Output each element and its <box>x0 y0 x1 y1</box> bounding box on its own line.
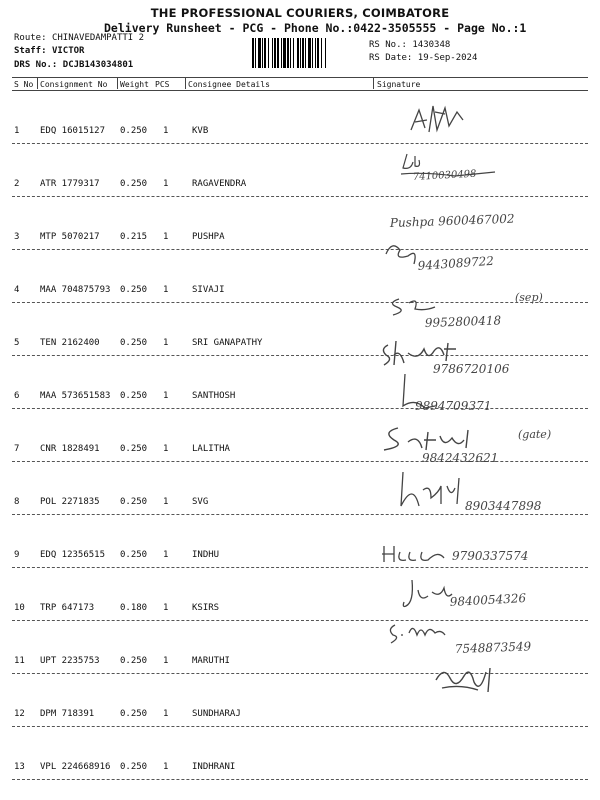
drs-label: DRS No.: <box>14 60 58 70</box>
row-consignee: INDHRANI <box>192 762 236 772</box>
signature-5 <box>385 285 585 335</box>
row-consignment-no: MAA 573651583 <box>40 391 111 401</box>
barcode-bar <box>252 38 254 68</box>
row-pcs: 1 <box>163 550 169 560</box>
drs-line <box>14 60 133 70</box>
signature-6-text: 9786720106 <box>433 362 510 376</box>
row-sno: 5 <box>14 338 20 348</box>
row-pcs: 1 <box>163 232 169 242</box>
row-sno: 11 <box>14 656 25 666</box>
row-sno: 10 <box>14 603 25 613</box>
row-weight: 0.250 <box>120 285 148 295</box>
row-pcs: 1 <box>163 656 169 666</box>
col-divider <box>37 78 38 89</box>
row-consignee: RAGAVENDRA <box>192 179 247 189</box>
svg-text:7410030498: 7410030498 <box>412 168 477 183</box>
signature-4-text: 9443089722 <box>417 253 495 273</box>
row-consignee: MARUTHI <box>192 656 230 666</box>
row-consignment-no: MTP 5070217 <box>40 232 100 242</box>
signature-4 <box>378 236 578 276</box>
row-sno: 4 <box>14 285 20 295</box>
signature-7 <box>395 372 595 417</box>
row-pcs: 1 <box>163 338 169 348</box>
barcode-bar <box>290 38 291 68</box>
row-weight: 0.250 <box>120 179 148 189</box>
row-consignment-no: UPT 2235753 <box>40 656 100 666</box>
rs-no-line <box>369 40 450 50</box>
row-weight: 0.250 <box>120 550 148 560</box>
col-weight-header: Weight <box>120 80 149 89</box>
barcode-bar <box>293 38 294 68</box>
row-separator <box>12 196 588 197</box>
row-consignment-no: VPL 224668916 <box>40 762 111 772</box>
row-consignee: SRI GANAPATHY <box>192 338 263 348</box>
barcode-bar <box>272 38 273 68</box>
row-separator <box>12 779 588 780</box>
table-top-rule <box>12 77 588 78</box>
signature-8-tag: (gate) <box>518 428 552 441</box>
row-consignee: SVG <box>192 497 209 507</box>
row-weight: 0.250 <box>120 656 148 666</box>
rs-no-value: 1430348 <box>412 40 451 50</box>
signature-10 <box>378 540 588 570</box>
signature-10-text: 9790337574 <box>452 549 529 563</box>
row-pcs: 1 <box>163 444 169 454</box>
barcode-bar <box>255 38 256 68</box>
row-sno: 12 <box>14 709 25 719</box>
drs-value: DCJB143034801 <box>62 60 134 70</box>
barcode-bar <box>262 38 263 68</box>
row-sno: 2 <box>14 179 20 189</box>
barcode-bar <box>325 38 326 68</box>
signature-13 <box>430 660 510 700</box>
row-weight: 0.250 <box>120 391 148 401</box>
row-weight: 0.215 <box>120 232 148 242</box>
barcode-bar <box>258 38 261 68</box>
barcode-bar <box>312 38 313 68</box>
row-pcs: 1 <box>163 126 169 136</box>
row-weight: 0.250 <box>120 762 148 772</box>
col-signature-header: Signature <box>377 80 421 89</box>
barcode-bar <box>321 38 322 68</box>
barcode-bar <box>274 38 276 68</box>
signature-3-text: Pushpa 9600467002 <box>389 211 515 230</box>
signature-8-text: 9842432621 <box>422 451 499 465</box>
barcode-bar <box>268 38 269 68</box>
row-consignment-no: CNR 1828491 <box>40 444 100 454</box>
signature-5-text: 9952800418 <box>424 313 502 330</box>
signature-2 <box>395 150 505 185</box>
rs-date-line <box>369 53 477 63</box>
col-divider <box>373 78 374 89</box>
staff-line <box>14 46 84 56</box>
barcode-bar <box>277 38 279 68</box>
col-pcs-header: PCS <box>155 80 170 89</box>
row-consignment-no: ATR 1779317 <box>40 179 100 189</box>
barcode-bar <box>305 38 306 68</box>
staff-label: Staff: <box>14 46 47 56</box>
row-pcs: 1 <box>163 709 169 719</box>
barcode-bar <box>264 38 266 68</box>
barcode-bar <box>315 38 316 68</box>
row-consignment-no: TRP 647173 <box>40 603 95 613</box>
row-consignment-no: TEN 2162400 <box>40 338 100 348</box>
barcode-bar <box>281 38 282 68</box>
barcode-bar <box>300 38 301 68</box>
row-pcs: 1 <box>163 179 169 189</box>
signature-12 <box>385 615 585 660</box>
row-consignee: INDHU <box>192 550 220 560</box>
signature-11 <box>400 576 600 616</box>
barcode-bar <box>297 38 299 68</box>
signature-7-text: 9894709371 <box>415 399 492 413</box>
row-weight: 0.180 <box>120 603 148 613</box>
row-consignee: SIVAJI <box>192 285 225 295</box>
row-pcs: 1 <box>163 603 169 613</box>
row-consignment-no: POL 2271835 <box>40 497 100 507</box>
row-weight: 0.250 <box>120 497 148 507</box>
signature-9-text: 8903447898 <box>465 499 542 513</box>
barcode-bar <box>287 38 289 68</box>
row-pcs: 1 <box>163 285 169 295</box>
rs-no-label: RS No.: <box>369 40 407 50</box>
row-consignee: KVB <box>192 126 209 136</box>
signature-3 <box>390 205 560 235</box>
barcode <box>252 38 362 68</box>
row-sno: 6 <box>14 391 20 401</box>
row-consignee: PUSHPA <box>192 232 225 242</box>
row-consignee: LALITHA <box>192 444 230 454</box>
col-consignee-header: Consignee Details <box>188 80 270 89</box>
row-weight: 0.250 <box>120 126 148 136</box>
barcode-bar <box>308 38 311 68</box>
signature-8 <box>378 418 588 468</box>
row-sno: 8 <box>14 497 20 507</box>
row-consignee: SANTHOSH <box>192 391 236 401</box>
signature-9 <box>395 468 595 518</box>
runsheet-subtitle: Delivery Runsheet - PCG - Phone No.:0422-3505555 - Page No.:1 <box>104 21 527 35</box>
barcode-bar <box>283 38 286 68</box>
col-divider <box>185 78 186 89</box>
row-sno: 3 <box>14 232 20 242</box>
row-sno: 1 <box>14 126 20 136</box>
row-consignee: SUNDHARAJ <box>192 709 241 719</box>
signature-1 <box>405 100 475 140</box>
staff-value: VICTOR <box>51 46 85 56</box>
route-line <box>14 33 144 43</box>
row-weight: 0.250 <box>120 338 148 348</box>
row-weight: 0.250 <box>120 444 148 454</box>
col-consignment-header: Consignment No <box>40 80 108 89</box>
row-pcs: 1 <box>163 391 169 401</box>
row-consignment-no: EDQ 16015127 <box>40 126 106 136</box>
rs-date-label: RS Date: <box>369 53 413 63</box>
row-sno: 13 <box>14 762 25 772</box>
row-pcs: 1 <box>163 497 169 507</box>
row-sno: 9 <box>14 550 20 560</box>
row-consignment-no: EDQ 12356515 <box>40 550 106 560</box>
signature-12-text: 7548873549 <box>454 639 532 656</box>
row-consignee: KSIRS <box>192 603 220 613</box>
signature-5-tag: (sep) <box>515 291 543 304</box>
row-separator <box>12 726 588 727</box>
row-sno: 7 <box>14 444 20 454</box>
route-label: Route: <box>14 33 47 43</box>
barcode-bar <box>302 38 304 68</box>
row-weight: 0.250 <box>120 709 148 719</box>
company-name: THE PROFESSIONAL COURIERS, COIMBATORE <box>150 6 450 20</box>
row-consignment-no: DPM 718391 <box>40 709 95 719</box>
barcode-bar <box>317 38 319 68</box>
signature-11-text: 9840054326 <box>449 591 527 609</box>
row-separator <box>12 143 588 144</box>
col-divider <box>117 78 118 89</box>
route-value: CHINAVEDAMPATTI 2 <box>51 33 145 43</box>
table-header-rule <box>12 90 588 91</box>
row-consignment-no: MAA 704875793 <box>40 285 111 295</box>
col-sno-header: S No <box>14 80 34 89</box>
rs-date-value: 19-Sep-2024 <box>417 53 478 63</box>
row-pcs: 1 <box>163 762 169 772</box>
